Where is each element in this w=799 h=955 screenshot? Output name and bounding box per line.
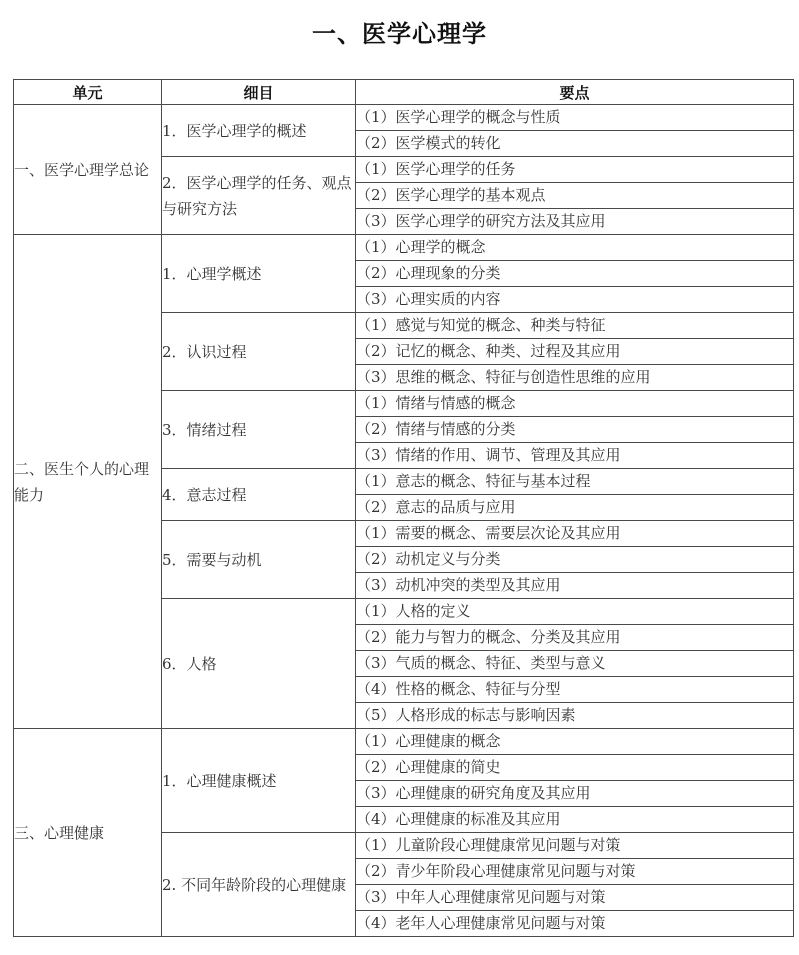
point-cell: （2）动机定义与分类 [356,547,794,573]
point-cell: （2）医学心理学的基本观点 [356,183,794,209]
subitem-cell: 4．意志过程 [162,469,356,521]
page-title: 一、医学心理学 [312,20,487,48]
point-cell: （2）医学模式的转化 [356,131,794,157]
point-cell: （3）中年人心理健康常见问题与对策 [356,885,794,911]
point-cell: （1）心理健康的概念 [356,729,794,755]
subitem-cell: 2. 不同年龄阶段的心理健康 [162,833,356,937]
unit-cell: 一、医学心理学总论 [14,105,162,235]
point-cell: （4）心理健康的标准及其应用 [356,807,794,833]
point-cell: （2）情绪与情感的分类 [356,417,794,443]
subitem-cell: 2．医学心理学的任务、观点与研究方法 [162,157,356,235]
point-cell: （1）医学心理学的任务 [356,157,794,183]
point-cell: （3）医学心理学的研究方法及其应用 [356,209,794,235]
point-cell: （3）气质的概念、特征、类型与意义 [356,651,794,677]
subitem-cell: 1．心理学概述 [162,235,356,313]
point-cell: （2）记忆的概念、种类、过程及其应用 [356,339,794,365]
point-cell: （2）能力与智力的概念、分类及其应用 [356,625,794,651]
point-cell: （1）人格的定义 [356,599,794,625]
point-cell: （3）心理健康的研究角度及其应用 [356,781,794,807]
subitem-cell: 2．认识过程 [162,313,356,391]
subitem-cell: 3．情绪过程 [162,391,356,469]
table-header-row [14,80,794,105]
point-cell: （2）心理现象的分类 [356,261,794,287]
unit-cell: 三、心理健康 [14,729,162,937]
table-row [14,729,794,755]
point-cell: （5）人格形成的标志与影响因素 [356,703,794,729]
point-cell: （1）意志的概念、特征与基本过程 [356,469,794,495]
point-cell: （3）心理实质的内容 [356,287,794,313]
table-row [14,105,794,131]
point-cell: （1）儿童阶段心理健康常见问题与对策 [356,833,794,859]
point-cell: （1）感觉与知觉的概念、种类与特征 [356,313,794,339]
point-cell: （1）情绪与情感的概念 [356,391,794,417]
point-cell: （3）动机冲突的类型及其应用 [356,573,794,599]
point-cell: （2）心理健康的简史 [356,755,794,781]
point-cell: （2）意志的品质与应用 [356,495,794,521]
header-subitem: 细目 [162,80,356,105]
point-cell: （1）医学心理学的概念与性质 [356,105,794,131]
subitem-cell: 6．人格 [162,599,356,729]
point-cell: （4）老年人心理健康常见问题与对策 [356,911,794,937]
point-cell: （1）心理学的概念 [356,235,794,261]
header-unit: 单元 [14,80,162,105]
point-cell: （3）思维的概念、特征与创造性思维的应用 [356,365,794,391]
subitem-cell: 1．心理健康概述 [162,729,356,833]
table-row [14,235,794,261]
header-points: 要点 [356,80,794,105]
point-cell: （3）情绪的作用、调节、管理及其应用 [356,443,794,469]
subitem-cell: 1．医学心理学的概述 [162,105,356,157]
point-cell: （2）青少年阶段心理健康常见问题与对策 [356,859,794,885]
syllabus-table [13,79,794,937]
subitem-cell: 5．需要与动机 [162,521,356,599]
unit-cell: 二、医生个人的心理能力 [14,235,162,729]
point-cell: （4）性格的概念、特征与分型 [356,677,794,703]
point-cell: （1）需要的概念、需要层次论及其应用 [356,521,794,547]
